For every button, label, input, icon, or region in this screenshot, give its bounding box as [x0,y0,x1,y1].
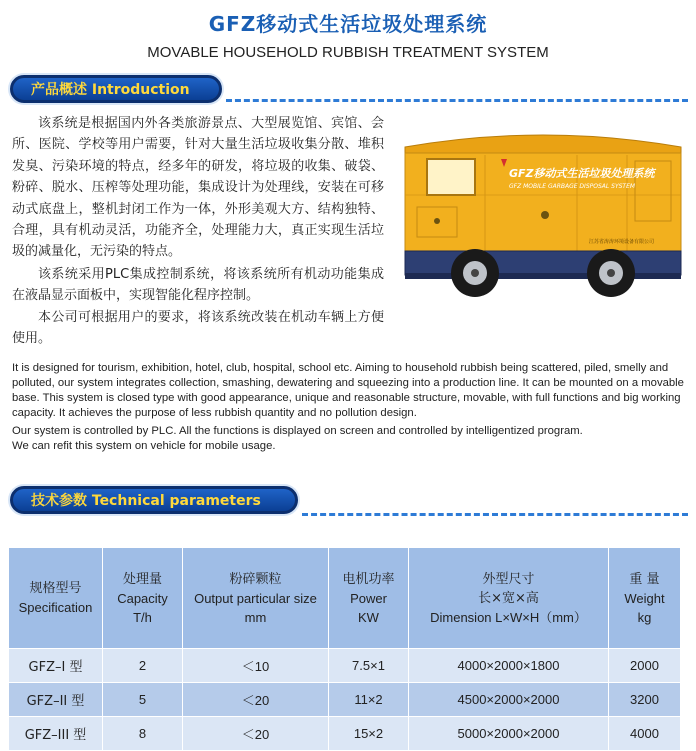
page-subtitle: MOVABLE HOUSEHOLD RUBBISH TREATMENT SYSTEM [147,44,549,61]
intro-cn-paragraph-1: 该系统是根据国内外各类旅游景点、大型展览馆、宾馆、会所、医院、学校等用户需要，针对大量生活垃圾收集分散、堆积发臭、污染环境的特点，经多年的研发，将垃圾的收集、破袋、粉碎、脱水、压榨等处理功能，集成设计为处理线，安装在可移动式底盘上，整机封闭工作为一体，外形美观大方、结构独特、合理，具有机动灵活，功能齐全，处理能力大，真正实现生活垃圾的减量化，无污染的特点。 [12,116,384,260]
table-cell: 11×2 [329,683,409,717]
intro-heading: 产品概述 Introduction [10,75,222,103]
intro-en-paragraph-2: Our system is controlled by PLC. All the functions is displayed on screen and controlled by intelligentized program. [12,425,583,437]
table-row [9,683,681,717]
col-header-output-size: 粉碎颗粒 Output particular size mm [183,548,329,649]
table-cell: 5 [103,683,183,717]
intro-en-paragraph-3: We can refit this system on vehicle for mobile usage. [12,440,276,452]
col-header-weight: 重 量 Weight kg [609,548,681,649]
col-header-specification: 规格型号 Specification [9,548,103,649]
intro-divider [226,99,688,102]
table-cell: ＜20 [183,717,329,751]
intro-en-paragraph-1: It is designed for tourism, exhibition, hotel, club, hospital, school etc. Aiming to household rubbish being scattered, piled, smelly and polluted, our system integrates collection, smashing, dewatering and squeezing into a production line. It can be mounted on a movable base. This system is closed type with good appearance, unique and reasonable structure, movable, with full functions and big working capacity. It achieves the purpose of less rubbish quantity and no pollution design. [12,362,684,420]
table-cell: 8 [103,717,183,751]
table-cell: 15×2 [329,717,409,751]
table-cell: ＜10 [183,649,329,683]
table-cell: GFZ–II 型 [9,683,103,717]
table-cell: 4000 [609,717,681,751]
col-header-dimension: 外型尺寸 长×宽×高 Dimension L×W×H（mm） [409,548,609,649]
table-cell: GFZ–I 型 [9,649,103,683]
intro-cn-paragraph-2: 该系统采用PLC集成控制系统，将该系统所有机动功能集成在液晶显示面板中，实现智能化程序控制。 [12,267,384,304]
table-cell: 4500×2000×2000 [409,683,609,717]
table-cell: 4000×2000×1800 [409,649,609,683]
table-cell: GFZ–III 型 [9,717,103,751]
table-cell: 5000×2000×2000 [409,717,609,751]
col-header-capacity: 处理量 Capacity T/h [103,548,183,649]
truck-label-en: GFZ MOBILE GARBAGE DISPOSAL SYSTEM [509,183,636,190]
table-cell: 7.5×1 [329,649,409,683]
table-cell: 2 [103,649,183,683]
table-row [9,717,681,751]
page-title: GFZ移动式生活垃圾处理系统 [208,12,488,36]
truck-maker: 江苏省涛涛环境设备有限公司 [589,239,655,245]
spec-table [8,547,681,751]
table-cell: ＜20 [183,683,329,717]
col-header-power: 电机功率 Power KW [329,548,409,649]
truck-label-cn: GFZ移动式生活垃圾处理系统 [509,167,655,180]
table-row [9,649,681,683]
table-cell: 3200 [609,683,681,717]
tech-heading: 技术参数 Technical parameters [10,486,298,514]
table-cell: 2000 [609,649,681,683]
truck-image [397,125,689,305]
intro-cn-paragraph-3: 本公司可根据用户的要求，将该系统改装在机动车辆上方便使用。 [12,310,384,347]
tech-divider [302,513,688,516]
